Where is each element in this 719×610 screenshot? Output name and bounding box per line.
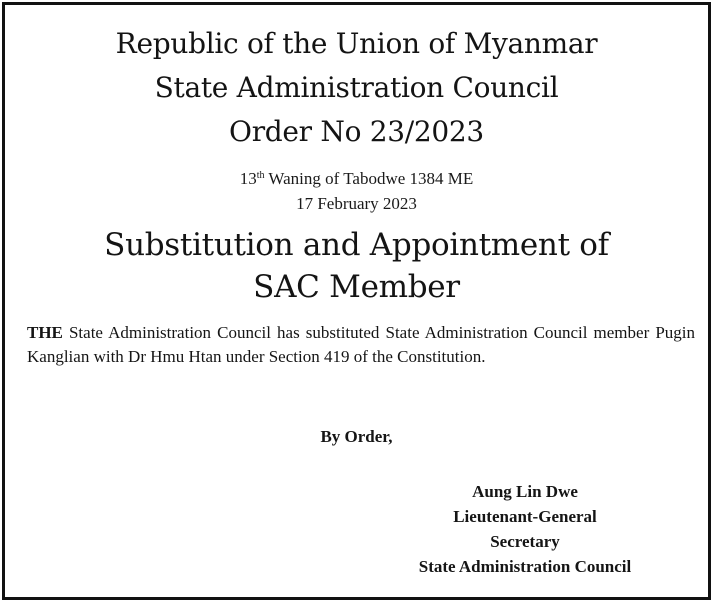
signatory-organization: State Administration Council [418, 557, 632, 576]
myanmar-date-rest: Waning of Tabodwe 1384 ME [264, 169, 474, 188]
signature-block [375, 479, 675, 579]
subject-title-line-2: SAC Member [253, 269, 460, 305]
signatory-title: Secretary [490, 532, 560, 551]
council-heading: State Administration Council [154, 71, 559, 104]
myanmar-date-day: 13 [239, 169, 257, 188]
country-heading: Republic of the Union of Myanmar [115, 27, 598, 60]
by-order-closing: By Order, [320, 427, 393, 446]
myanmar-calendar-date [5, 169, 708, 189]
order-number-heading: Order No 23/2023 [229, 115, 484, 148]
body-lead-word: THE [27, 323, 63, 342]
order-body-paragraph [27, 321, 695, 369]
signatory-name: Aung Lin Dwe [472, 482, 578, 501]
order-notice-frame [2, 2, 711, 600]
myanmar-date-ordinal-suffix: th [256, 170, 265, 181]
gregorian-date: 17 February 2023 [296, 194, 417, 213]
subject-title-line-1: Substitution and Appointment of [104, 227, 609, 263]
signatory-rank: Lieutenant-General [453, 507, 597, 526]
body-text: State Administration Council has substituted State Administration Council member Pugin Kanglian with Dr Hmu Htan under Section 419 of the Constitution. [27, 323, 695, 366]
